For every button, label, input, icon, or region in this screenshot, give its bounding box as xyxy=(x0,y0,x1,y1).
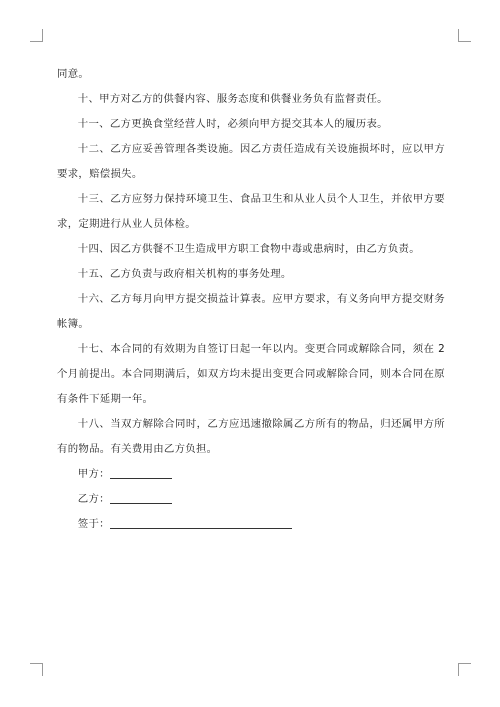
clause-12: 十二、乙方应妥善管理各类设施。因乙方责任造成有关设施损坏时，应以甲方要求，赔偿损失。 xyxy=(57,143,445,180)
signature-party-b xyxy=(57,487,445,512)
signature-party-a-label: 甲方： xyxy=(77,468,110,480)
crop-mark-bottom-right xyxy=(458,663,471,676)
clause-11: 十一、乙方更换食堂经营人时，必须向甲方提交其本人的履历表。 xyxy=(77,118,388,130)
clause-13: 十三、乙方应努力保持环境卫生、食品卫生和从业人员个人卫生，并依甲方要求，定期进行从业人员体检。 xyxy=(57,193,445,230)
clause-15: 十五、乙方负责与政府相关机构的事务处理。 xyxy=(77,268,292,280)
paragraph-continuation: 同意。 xyxy=(57,68,90,80)
signature-party-b-blank[interactable] xyxy=(110,491,172,504)
clause-14: 十四、因乙方供餐不卫生造成甲方职工食物中毒或患病时，由乙方负责。 xyxy=(77,243,420,255)
signature-party-a-blank[interactable] xyxy=(110,466,172,479)
clause-16: 十六、乙方每月向甲方提交损益计算表。应甲方要求，有义务向甲方提交财务帐簿。 xyxy=(57,293,445,330)
document-body xyxy=(57,62,445,537)
signature-place-blank[interactable] xyxy=(110,516,292,529)
clause-10: 十、甲方对乙方的供餐内容、服务态度和供餐业务负有监督责任。 xyxy=(77,93,388,105)
signature-party-a xyxy=(57,462,445,487)
signature-place xyxy=(57,512,445,537)
crop-mark-bottom-left xyxy=(30,663,43,676)
crop-mark-top-right xyxy=(458,29,471,42)
clause-17: 十七、本合同的有效期为自签订日起一年以内。变更合同或解除合同，须在 2 个月前提出。本合同期满后，如双方均未提出变更合同或解除合同，则本合同在原有条件下延期一年。 xyxy=(57,343,445,405)
crop-mark-top-left xyxy=(30,29,43,42)
signature-place-label: 签于： xyxy=(77,518,110,530)
clause-18: 十八、当双方解除合同时，乙方应迅速撤除属乙方所有的物品，归还属甲方所有的物品。有关费用由乙方负担。 xyxy=(57,418,445,455)
signature-party-b-label: 乙方： xyxy=(77,493,110,505)
